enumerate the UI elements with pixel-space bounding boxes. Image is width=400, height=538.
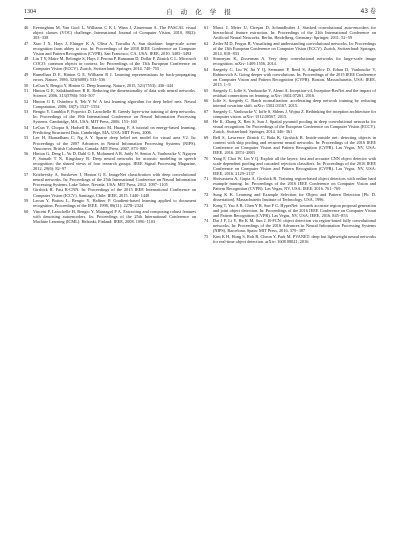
reference-text: Kim K H, Hong S, Roh B, Cheon Y, Park M. PVANET: deep but lightweight neural networks for real-time object detection. arXiv: 1608.08021, 2016.: [213, 233, 376, 244]
reference-entry: [204, 234, 376, 244]
references-left-column: [24, 25, 196, 224]
reference-entry: [204, 135, 376, 155]
reference-text: Sung K K. Learning and Example Selection for Object and Pattern Detection [Ph. D. dissertation], Massachusetts Institute of Technology, USA, 1996.: [213, 192, 376, 203]
journal-title: 自 动 化 学 报: [166, 8, 234, 16]
reference-entry: [204, 88, 376, 98]
reference-text: Yang F, Choi W, Lin Y Q. Exploit all the layers: fast and accurate CNN object detector with scale dependent pooling and cascaded rejection classifiers. In: Proceedings of the 2016 IEEE Conference on Computer Vision and Pattern Recognition (CVPR). Las Vegas, NV, USA: IEEE, 2016. 2129−2137: [213, 155, 376, 176]
reference-entry: [24, 125, 196, 135]
reference-entry: [204, 203, 376, 218]
reference-number: 50: [24, 82, 29, 88]
reference-entry: [24, 83, 196, 88]
reference-entry: [24, 99, 196, 109]
reference-number: 73: [204, 202, 209, 208]
volume-label: 43 卷: [360, 8, 376, 15]
reference-text: LeCun Y, Chopra S, Hadsell R, Ranzato M, Huang F. A tutorial on energy-based learning. Predicting Structured Data. Cambridge, MA, USA: MIT Press, 2006.: [33, 124, 196, 135]
reference-number: 65: [204, 87, 209, 93]
reference-number: 60: [24, 208, 29, 214]
reference-number: 55: [24, 135, 29, 141]
reference-text: Lecun Y, Bottou L, Bengio Y, Haffner P. Gradient-based learning applied to document recognition. Proceedings of the IEEE, 1998, 86(11): 2278−2324: [33, 198, 196, 209]
reference-text: Girshick R. Fast R-CNN. In: Proceedings of the 2015 IEEE International Conference on Computer Vision (ICCV). Santiago, Chile: IEEE, 2015. 1440−1448: [33, 187, 196, 198]
reference-number: 57: [24, 171, 29, 177]
reference-number: 52: [24, 98, 29, 104]
reference-entry: [24, 41, 196, 56]
reference-number: 62: [204, 40, 209, 46]
reference-text: Masci J, Meier U, Cireşan D, Schmidhuber J. Stacked convolutional auto-encoders for hierarchical feature extraction. In: Proceedings of the 21th International Conference on Artificial Neural Networks. Berlin, Heidelberg, Germany: Springer, 2011. 52−59: [213, 25, 376, 41]
reference-number: 69: [204, 134, 209, 140]
reference-text: Ioffe S, Szegedy C. Batch normalization: accelerating deep network training by reducing internal covariate shift. arXiv: 1502.03167, 2015.: [213, 98, 376, 109]
reference-entry: [24, 209, 196, 224]
reference-entry: [204, 41, 376, 56]
reference-entry: [204, 192, 376, 202]
reference-number: 48: [24, 56, 29, 62]
reference-entry: [204, 119, 376, 134]
page-header: [24, 6, 376, 19]
reference-number: 70: [204, 155, 209, 161]
reference-text: Szegedy C, Ioffe S, Vanhoucke V, Alemi A. Inception-v4, Inception-ResNet and the impact of residual connections on learning. arXiv: 1602.07261, 2016.: [213, 87, 376, 98]
reference-entry: [204, 218, 376, 233]
reference-number: 51: [24, 88, 29, 94]
reference-number: 71: [204, 176, 209, 182]
reference-entry: [24, 72, 196, 82]
reference-number: 61: [204, 25, 209, 30]
reference-text: Krizhevsky A, Sutskever I, Hinton G E. ImageNet classification with deep convolutional neural networks. In: Proceedings of the 25th International Conference on Neural Information Processing Systems. Lake Tahoe, Nevada, USA: MIT Press, 2012. 1097−1105: [33, 171, 196, 187]
reference-number: 56: [24, 151, 29, 157]
reference-entry: [204, 176, 376, 191]
reference-text: Vincent P, Larochelle H, Bengio Y, Manzagol P A. Extracting and composing robust features with denoising autoencoders. In: Proceedings of the 25th International Conference on Machine Learning (ICML). Helsinki, Finland: IEEE, 2008. 1096−1103: [33, 208, 196, 224]
reference-text: He K, Zhang X, Ren S, Sun J. Spatial pyramid pooling in deep convolutional networks for visual recognition. In: Proceedings of the European Conference on Computer Vision (ECCV). Zurich, Switzerland: Springer, 2014. 346−361: [213, 119, 376, 135]
reference-text: Kong T, Yao A B, Chen Y R, Sun F C. HyperNet: towards accurate region proposal generation and joint object detection. In: Proceedings of the 2016 IEEE Conference on Computer Vision and Pattern Recognition (CVPR). Las Vegas, NV, USA: IEEE, 2016. 845−853: [213, 202, 376, 218]
reference-text: Bell S, Lawrence Zitnick C, Bala K, Girshick R. Inside-outside net: detecting objects in context with skip pooling and recurrent neural networks. In: Proceedings of the 2016 IEEE Conference on Computer Vision and Pattern Recognition (CVPR). Las Vegas, NV, USA: IEEE, 2016. 2874−2883: [213, 134, 376, 156]
reference-number: 58: [24, 187, 29, 193]
page-number: 1304: [24, 9, 36, 15]
references-right-column: [204, 25, 376, 244]
reference-number: 49: [24, 71, 29, 77]
reference-entry: [24, 88, 196, 98]
reference-text: Hinton G, Deng L, Yu D, Dahl G E, Mohamed A R, Jaitly N, Senior A, Vanhoucke V, Nguyen P, Sainath T N, Kingsbury B. Deep neural networks for acoustic modeling in speech recognition: the shared views of four research groups. IEEE Signal Processing Magazine, 2012, 29(6): 82−97: [33, 151, 196, 172]
reference-text: Lee H, Ekanadham C, Ng A Y. Sparse deep belief net model for visual area V2. In: Proceedings of the 2007 Advances in Neural Information Processing Systems (NIPS). Vancouver, British Columbia, Canada: MIT Press, 2007. 873−880: [33, 135, 196, 151]
reference-text: Dai J F, Li Y, He K M, Sun J. R-FCN: object detection via region-based fully convolutional networks. In: Proceedings of the 2016 Advances in Neural Information Processing Systems (NIPS). Barcelona, Spain: MIT Press, 2016. 379−387: [213, 218, 376, 234]
reference-text: Szegedy C, Liu W, Jia Y Q, Sermanet P, Reed S, Anguelov D, Erhan D, Vanhoucke V, Rabinovich A. Going deeper with convolutions. In: Proceedings of the 2015 IEEE Conference on Computer Vision and Pattern Recognition (CVPR). Boston, Massachusetts, USA: IEEE, 2015. 1−9: [213, 66, 376, 88]
reference-entry: [24, 187, 196, 197]
reference-entry: [204, 56, 376, 66]
reference-number: 53: [24, 109, 29, 115]
reference-text: Simonyan K, Zisserman A. Very deep convolutional networks for large-scale image recognition. arXiv: 1409.1556, 2014.: [213, 56, 376, 67]
reference-text: Zeiler M D, Fergus R. Visualizing and understanding convolutional networks. In: Proceedings of the 13th European Conference on Computer Vision (ECCV). Zurich, Switzerland: Springer, 2014. 818−833: [213, 40, 376, 56]
reference-text: LeCun Y, Bengio Y, Hinton G. Deep learning. Nature, 2015, 521(7553): 436−444: [33, 82, 174, 88]
reference-entry: [204, 109, 376, 119]
reference-text: Everingham M, Van Gool L, Williams C K I, Winn J, Zisserman A. The PASCAL visual object classes (VOC) challenge. International Journal of Computer Vision, 2010, 88(2): 303−338: [33, 25, 196, 41]
reference-entry: [24, 135, 196, 150]
reference-entry: [24, 172, 196, 187]
reference-entry: [204, 25, 376, 40]
reference-number: 47: [24, 40, 29, 46]
reference-entry: [24, 198, 196, 208]
reference-entry: [24, 151, 196, 171]
reference-entry: [24, 109, 196, 124]
reference-number: 72: [204, 192, 209, 197]
reference-entry: [24, 25, 196, 40]
reference-number: 75: [204, 233, 209, 239]
reference-number: 66: [204, 98, 209, 104]
reference-text: Hinton G E, Osindero S, Teh Y W. A fast learning algorithm for deep belief nets. Neural Computation, 2006, 18(7): 1527−1554: [33, 98, 196, 109]
reference-number: 63: [204, 56, 209, 62]
reference-text: Hinton G E, Salakhutdinov R R. Reducing the dimensionality of data with neural networks. Science, 2006, 313(5786): 504−507: [33, 88, 196, 99]
reference-entry: [204, 67, 376, 87]
reference-text: Bengio Y, Lamblin P, Popovici D, Larochelle H. Greedy layer-wise training of deep networks. In: Proceedings of the 19th International Conference on Neural Information Processing Systems. Cambridge, MA, USA: MIT Press, 2006. 153−160: [33, 109, 196, 125]
reference-number: 64: [204, 66, 209, 72]
reference-text: Rumelhart D E, Hinton G E, Williams R J. Learning representations by back-propagating errors. Nature, 1986, 323(6088): 533−536: [33, 71, 196, 82]
reference-text: Lin T Y, Maire M, Belongie S, Hays J, Perona P, Ramanan D, Dollár P, Zitnick C L. Microsoft COCO: common objects in context. In: Proceedings of the 13th European Conference on Computer Vision (ECCV). Zurich, Switzerland: Springer, 2014. 740−755: [33, 56, 196, 72]
reference-text: Xiao J X, Hays J, Ehinger K A, Oliva A, Torralba A. Sun database: large-scale scene recognition from abbey to zoo. In: Proceedings of the 2010 IEEE Conference on Computer Vision and Pattern Recognition (CVPR). San Francisco, CA, USA: IEEE, 2010. 3485−3492: [33, 40, 196, 56]
reference-text: Shrivastava A, Gupta A, Girshick R. Training region-based object detectors with online hard example mining. In: Proceedings of the 2016 IEEE Conference on Computer Vision and Pattern Recognition (CVPR). Las Vegas, NV, USA: IEEE, 2016. 761−769: [213, 176, 376, 192]
reference-number: 74: [204, 218, 209, 224]
reference-number: 67: [204, 108, 209, 114]
reference-number: 68: [204, 119, 209, 125]
reference-number: 54: [24, 124, 29, 130]
reference-number: 59: [24, 198, 29, 204]
reference-entry: [24, 56, 196, 71]
reference-entry: [204, 156, 376, 176]
reference-number: 46: [24, 25, 29, 30]
reference-text: Szegedy C, Vanhoucke V, Ioffe S, Shlens J, Wojna Z. Rethinking the inception architecture for computer vision. arXiv: 1512.00567, 2015.: [213, 108, 376, 119]
reference-entry: [204, 98, 376, 108]
